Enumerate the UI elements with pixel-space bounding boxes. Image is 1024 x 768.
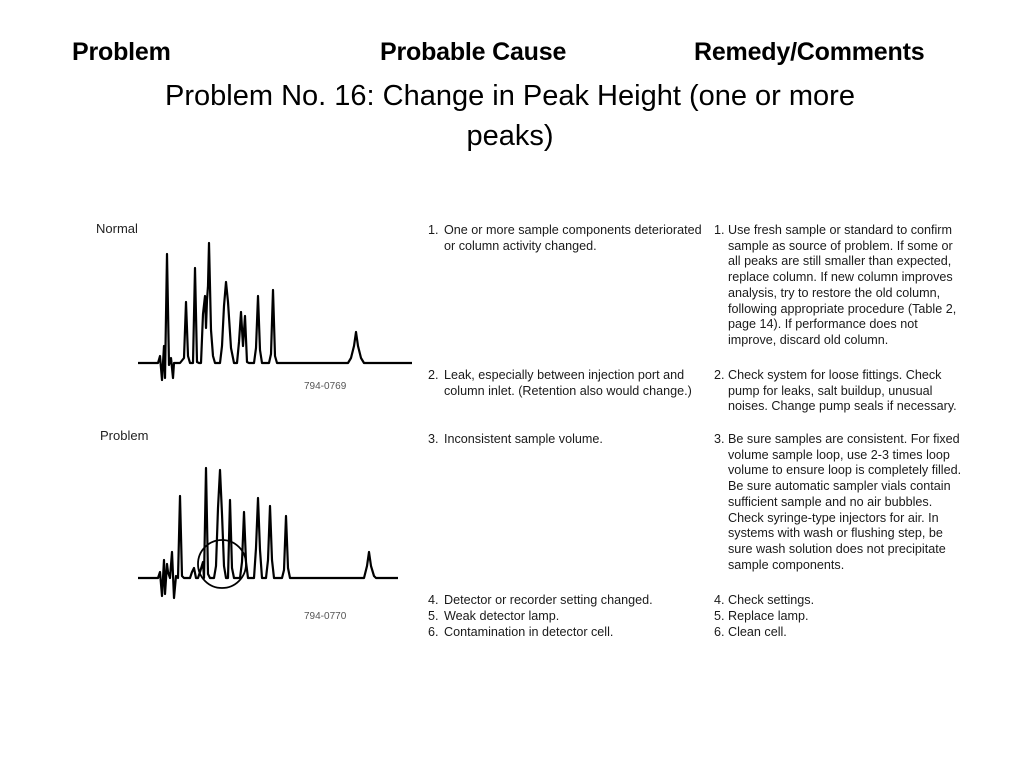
cause-item	[428, 593, 653, 609]
remedy-text: Check system for loose fittings. Check pump for leaks, salt buildup, unusual noises. Change pump seals if necessary.	[728, 368, 957, 414]
remedy-item	[714, 223, 964, 349]
chromatogram-normal	[136, 238, 416, 388]
chromatogram-normal-trace	[138, 243, 412, 380]
remedy-item	[714, 609, 809, 625]
remedy-item	[714, 432, 964, 573]
header-remedy-comments: Remedy/Comments	[694, 38, 925, 66]
cause-text: One or more sample components deteriorated or column activity changed.	[444, 223, 702, 253]
cause-item	[428, 625, 613, 641]
chromatogram-problem-trace	[138, 468, 398, 598]
remedy-item	[714, 625, 787, 641]
figure-label-normal: Normal	[96, 221, 138, 236]
cause-text: Contamination in detector cell.	[444, 625, 614, 639]
cause-text: Detector or recorder setting changed.	[444, 593, 653, 607]
cause-item	[428, 609, 559, 625]
cause-number: 4.	[428, 593, 439, 607]
remedy-text: Be sure samples are consistent. For fixed volume sample loop, use 2-3 times loop volume to ensure loop is completely filled. Be sure automatic sampler vials contain sufficient sample and no air bubbles. Check syringe-type injectors for air. In systems with wash or flushing step, be sure wash solution does not precipitate sample components.	[728, 432, 962, 572]
cause-number: 1.	[428, 223, 439, 237]
remedy-number: 5.	[714, 609, 725, 623]
remedy-item	[714, 368, 964, 415]
cause-item	[428, 432, 603, 448]
remedy-number: 6.	[714, 625, 725, 639]
figure-code-problem: 794-0770	[304, 611, 347, 622]
figure-label-problem: Problem	[100, 428, 149, 443]
cause-number: 5.	[428, 609, 439, 623]
cause-number: 3.	[428, 432, 439, 446]
remedy-number: 4.	[714, 593, 725, 607]
remedy-number: 2.	[714, 368, 725, 382]
cause-item	[428, 223, 703, 254]
cause-text: Leak, especially between injection port and column inlet. (Retention also would change.)	[444, 368, 692, 398]
remedy-text: Replace lamp.	[728, 609, 809, 623]
remedy-number: 3.	[714, 432, 725, 446]
remedy-text: Check settings.	[728, 593, 815, 607]
page-subtitle: Problem No. 16: Change in Peak Height (one or more peaks)	[165, 80, 855, 152]
header-problem: Problem	[72, 38, 171, 66]
remedy-text: Clean cell.	[728, 625, 787, 639]
cause-number: 2.	[428, 368, 439, 382]
remedy-number: 1.	[714, 223, 725, 237]
cause-text: Inconsistent sample volume.	[444, 432, 603, 446]
remedy-item	[714, 593, 814, 609]
figure-code-normal: 794-0769	[304, 381, 347, 392]
remedy-text: Use fresh sample or standard to confirm sample as source of problem. If some or all peaks are still smaller than expected, replace column. If new column improves analysis, try to restore the old column, following appropriate procedure (Table 2, page 14). If performance does not improve, discard old column.	[728, 223, 957, 347]
cause-number: 6.	[428, 625, 439, 639]
cause-item	[428, 368, 703, 399]
chromatogram-problem	[136, 448, 416, 608]
header-probable-cause: Probable Cause	[380, 38, 567, 66]
cause-text: Weak detector lamp.	[444, 609, 560, 623]
